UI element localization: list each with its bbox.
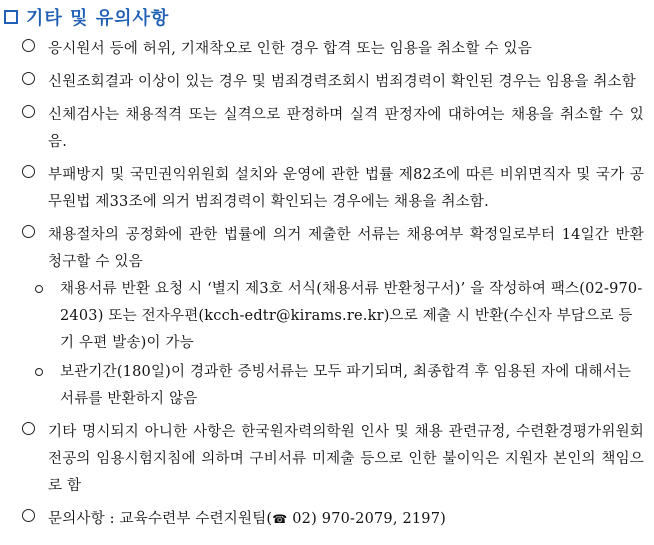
circle-bullet-icon [22,72,35,85]
section-title: 기타 및 유의사항 [26,8,170,29]
contact-phone: 02) 970-2079, 2197) [287,511,447,527]
notice-list [0,36,654,539]
list-item [0,162,654,216]
list-item [0,102,654,156]
circle-bullet-icon [22,165,35,178]
list-item [0,36,654,63]
list-item-text: 신원조회결과 이상이 있는 경우 및 범죄경력조회시 범죄경력이 확인된 경우는 임용을 취소함 [48,74,636,90]
list-item-text: 채용절차의 공정화에 관한 법률에 의거 제출한 서류는 채용여부 확정일로부터 14일간 반환 청구할 수 있음 [48,227,644,270]
circle-bullet-icon [22,422,35,435]
small-circle-bullet-icon [35,368,43,376]
section-heading [4,4,169,30]
checkbox-square-icon [4,10,18,24]
contact-label: 문의사항 : 교육수련부 수련지원팀( [48,511,273,527]
circle-bullet-icon [22,225,35,238]
phone-icon: ☎ [272,512,288,526]
list-item [0,419,654,500]
list-item [0,222,654,276]
list-item-text: 부패방지 및 국민권익위원회 설치와 운영에 관한 법률 제82조에 따른 비위면직자 및 국가 공무원법 제33조에 의거 범죄경력이 확인되는 경우에는 채용을 취소함. [48,167,644,210]
sub-list-item-text: 채용서류 반환 요청 시 ‘별지 제3호 서식(채용서류 반환청구서)’ 을 작성하여 팩스(02-970-2403) 또는 전자우편(kcch-edtr@kirams.re.kr)으로 제출 시 반환(수신자 부담으로 등기 우편 발송)이 가능 [60,281,643,351]
list-item-text: 응시원서 등에 허위, 기재착오로 인한 경우 합격 또는 임용을 취소할 수 있음 [48,41,532,57]
contact-item [0,506,654,533]
small-circle-bullet-icon [35,285,43,293]
sub-list-item-text: 보관기간(180일)이 경과한 증빙서류는 모두 파기되며, 최종합격 후 임용된 자에 대해서는 서류를 반환하지 않음 [60,364,632,407]
contact-text [48,506,644,533]
circle-bullet-icon [22,509,35,522]
list-item [0,69,654,96]
list-item-text: 신체검사는 채용적격 또는 실격으로 판정하며 실격 판정자에 대하여는 채용을 취소할 수 있음. [48,107,644,150]
list-item-text: 기타 명시되지 아니한 사항은 한국원자력의학원 인사 및 채용 관련규정, 수련환경평가위원회 전공의 임용시험지침에 의하며 구비서류 미제출 등으로 인한 불이익은 지원자 본인의 책임으로 함 [48,424,644,494]
circle-bullet-icon [22,39,35,52]
sub-list-item [0,359,654,413]
sub-list-item [0,276,654,357]
circle-bullet-icon [22,105,35,118]
